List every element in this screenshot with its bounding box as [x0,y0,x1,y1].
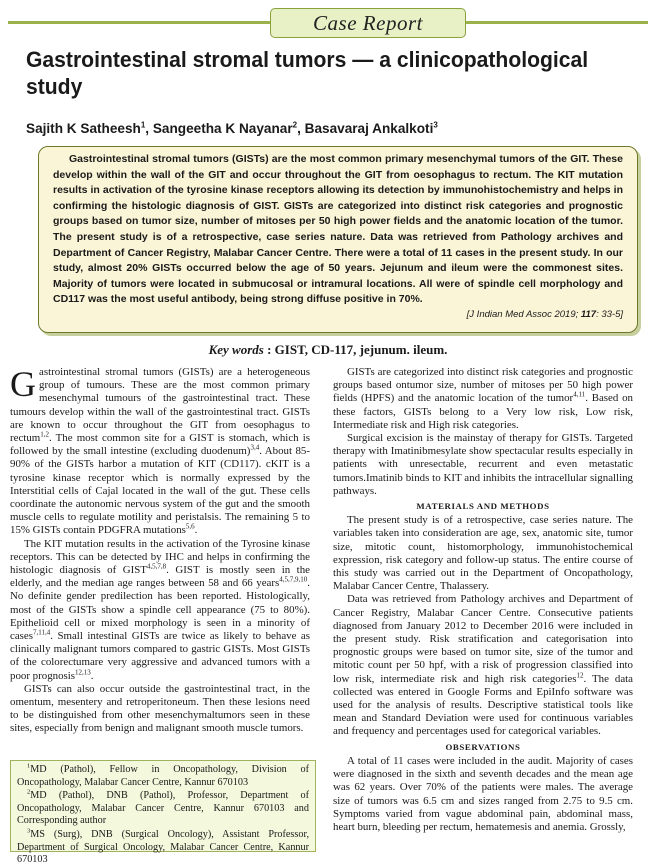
keywords-label: Key words [208,342,264,357]
reference-marker: 3,4 [250,443,260,452]
reference-marker: 4,5,7,9,10 [279,575,308,584]
footnote-marker: 3 [27,827,31,835]
footnote-marker: 2 [27,788,31,796]
author-affiliation-marker: 3 [433,120,438,130]
author-list: Sajith K Satheesh$^1$, Sangeetha K Nayanar$^2$, Basavaraj Ankalkoti$^3$ [26,120,438,136]
footnote [17,790,309,828]
footnote [17,764,309,789]
header-rule-right [466,21,648,24]
footnote-text: MD (Pathol), DNB (Pathol), Professor, Department of Oncopathology, Malabar Cancer Centre, Kannur 670103 and Corresponding author [17,790,309,827]
right-column [333,366,633,834]
article-title: Gastrointestinal stromal tumors — a clinicopathological study [26,47,589,99]
reference-marker: 7,11,4 [32,628,51,637]
body-paragraph [10,538,310,683]
reference-marker: 12,13 [75,668,91,677]
body-text: astrointestinal stromal tumors (GISTs) are a heterogeneous group of tumours. These are the most common primary mesenchymal tumours of the gastrointestinal tract. These tumours develop within the wall of the gastrointestinal tract. GISTs are known to occur throughout the GIT from oesophagus to rectum [10,366,310,445]
body-text: GISTs are categorized into distinct risk categories and prognostic groups based ontumor size, number of mitoses per 50 high power fields (HPFS) and the anatomic location of the tumor [333,366,633,405]
left-column [10,366,310,736]
body-text: . The data collected was entered in Google Forms and EpiInfo software was used for the analysis of results. Descriptive statistical tools like mean and Standard Deviation were used for continuous variables and frequency and percentages used for categorical variables. [333,672,634,738]
body-text: . About 85-90% of the GISTs harbor a mutation of KIT (CD117). cKIT is a tyrosine kinase receptor which is normally expressed by the Interstitial cells of Cajal located in the wall of the gut. These cells coordinate the autonomic nervous system of the gut and the smooth muscle cells to regulate motility and peristalsis. The remaining 5 to 15% GISTs contain PDGFRA mutations [10,445,311,537]
reference-marker: 5,6 [185,522,195,531]
footnote-marker: 1 [27,762,31,770]
body-text: . Based on these factors, GISTs belong to a Very low risk, Low risk, Intermediate risk and High risk categories. [333,392,633,431]
footnote-text: MD (Pathol), Fellow in Oncopathology, Division of Oncopathology, Malabar Cancer Centre, Kannur 670103 [17,764,309,788]
keywords-line [0,342,656,358]
body-paragraph [333,366,633,432]
body-paragraph: A total of 11 cases were included in the audit. Majority of cases were diagnosed in the sixth and seventh decades and the mean age was 62 years. Over 70% of the patients were males. The average size of tumors was 6.5 cm and sizes ranged from 2.75 to 9.5 cm. Symptoms varied from vague abdominal pain, abdominal mass, heart burn, bleeding per rectum, hematemesis and anemia. Grossly, [333,754,633,833]
citation-journal: [J Indian Med Assoc 2019; [466,308,581,320]
body-text: . The most common site for a GIST is stomach, which is followed by the small intestine (excluding duodenum) [10,432,310,458]
author-name: Basavaraj Ankalkoti [304,121,434,136]
reference-marker: 4,11 [573,390,586,399]
author-name: Sajith K Satheesh [26,121,141,136]
citation-volume: 117 [580,308,597,320]
body-paragraph: GISTs can also occur outside the gastrointestinal tract, in the omentum, mesentery and retroperitoneum. Then these lesions need to be distinguished from other mesenchymaltumors seen in these sites, especially from benign and malignant smooth muscle tumors. [10,682,310,735]
body-text: The KIT mutation results in the activation of the Tyrosine kinase receptors. This can be detected by IHC and helps in confirming the histologic diagnosis of GIST [10,537,310,577]
author-affiliation-marker: 2 [292,120,298,130]
citation-pages: : 33-5] [596,308,623,320]
drop-cap: G [10,364,36,404]
author-name: Sangeetha K Nayanar [152,121,293,136]
section-banner [270,8,466,38]
section-label: Case Report [313,10,423,35]
affiliation-footnotes [10,760,316,866]
body-paragraph: The present study is of a retrospective, case series nature. The variables taken into consideration are age, sex, anatomic site, tumor size, mitotic count, histomorphology, immunohistochemical expression, risk category and follow-up status. The entire course of this study was carried out in the Department of Oncopathology, Malabar Cancer Centre, Thalassery. [333,514,633,593]
section-heading-observations: OBSERVATIONS [445,741,521,752]
body-text: . [90,669,94,682]
body-text: . GIST is mostly seen in the elderly, and the median age ranges between 58 and 66 years [10,564,310,590]
body-text: . Small intestinal GISTs are twice as likely to behave as clinically malignant tumors compared to gastric GISTs. Most GISTs of the colorectumare very aggressive and advanced tumors with a poor prognosis [10,630,310,682]
abstract-box [38,146,638,333]
body-paragraph [333,593,633,738]
citation [53,309,623,320]
body-text: . [194,524,198,537]
reference-marker: 1,2 [40,430,49,439]
footnote [17,829,309,867]
keywords-separator: : [263,342,275,357]
keywords-value: GIST, CD-117, jejunum. ileum. [274,342,448,357]
body-paragraph: Surgical excision is the mainstay of therapy for GISTs. Targeted therapy with Imatinibmesylate show spectacular results especially in patients with unresectable, recurrent and even metastatic tumors.Imatinib binds to KIT and inhibits the intracellular signalling pathways. [333,432,633,497]
body-text: . No definite gender predilection has been reported. Histologically, most of the GISTs show a spindle cell appearance (75 to 80%). Epithelioid cell or mixed morphology is seen in a minority of cases [10,577,310,643]
body-text: Data was retrieved from Pathology archives and Department of Cancer Registry, Malabar Cancer Centre. Consecutive patients diagnosed from January 2012 to December 2016 were included in the present study. Risk stratification and categorisation into prognostic groups were based on tumor site, size of the tumor and mitotic count per 50 hpf, with a risk of progression classified into low risk, intermediate risk and high risk categories [333,593,633,685]
header-rule-left [8,21,270,24]
reference-marker: 4,5,7,8 [146,562,167,571]
abstract-text: Gastrointestinal stromal tumors (GISTs) are the most common primary mesenchymal tumors of the GIT. These develop within the wall of the GIT and occur throughout the GIT from oesophagus to rectum. The KIT mutation results in activation of the tyrosine kinase receptors allowing its detection by immunohistochemistry and helps in confirming the histologic diagnosis of GIST. GISTs are categorized into distinct risk categories and prognostic groups based on tumor size, number of mitoses per 50 high power fields and the anatomic location of the tumor. The present study is of a retrospective, case series nature. Data was retrieved from Pathology archives and Department of Cancer Registry, Malabar Cancer Centre. There were a total of 11 cases in the present study. In our study, almost 20% GISTs occurred below the age of 50 years. Jejunum and ileum were the commonest sites. Majority of tumors were located in submucosal or intramural locations. All were of spindle cell morphology and CD117 was the most useful antibody, being strong diffuse positive in 70%. [53,153,623,306]
footnote-text: MS (Surg), DNB (Surgical Oncology), Assistant Professor, Department of Surgical Oncology, Malabar Cancer Centre, Kannur 670103 [17,828,309,866]
intro-paragraph [10,366,310,538]
section-heading-methods: MATERIALS AND METHODS [416,501,550,512]
author-affiliation-marker: 1 [140,120,146,130]
reference-marker: 12 [576,671,584,680]
